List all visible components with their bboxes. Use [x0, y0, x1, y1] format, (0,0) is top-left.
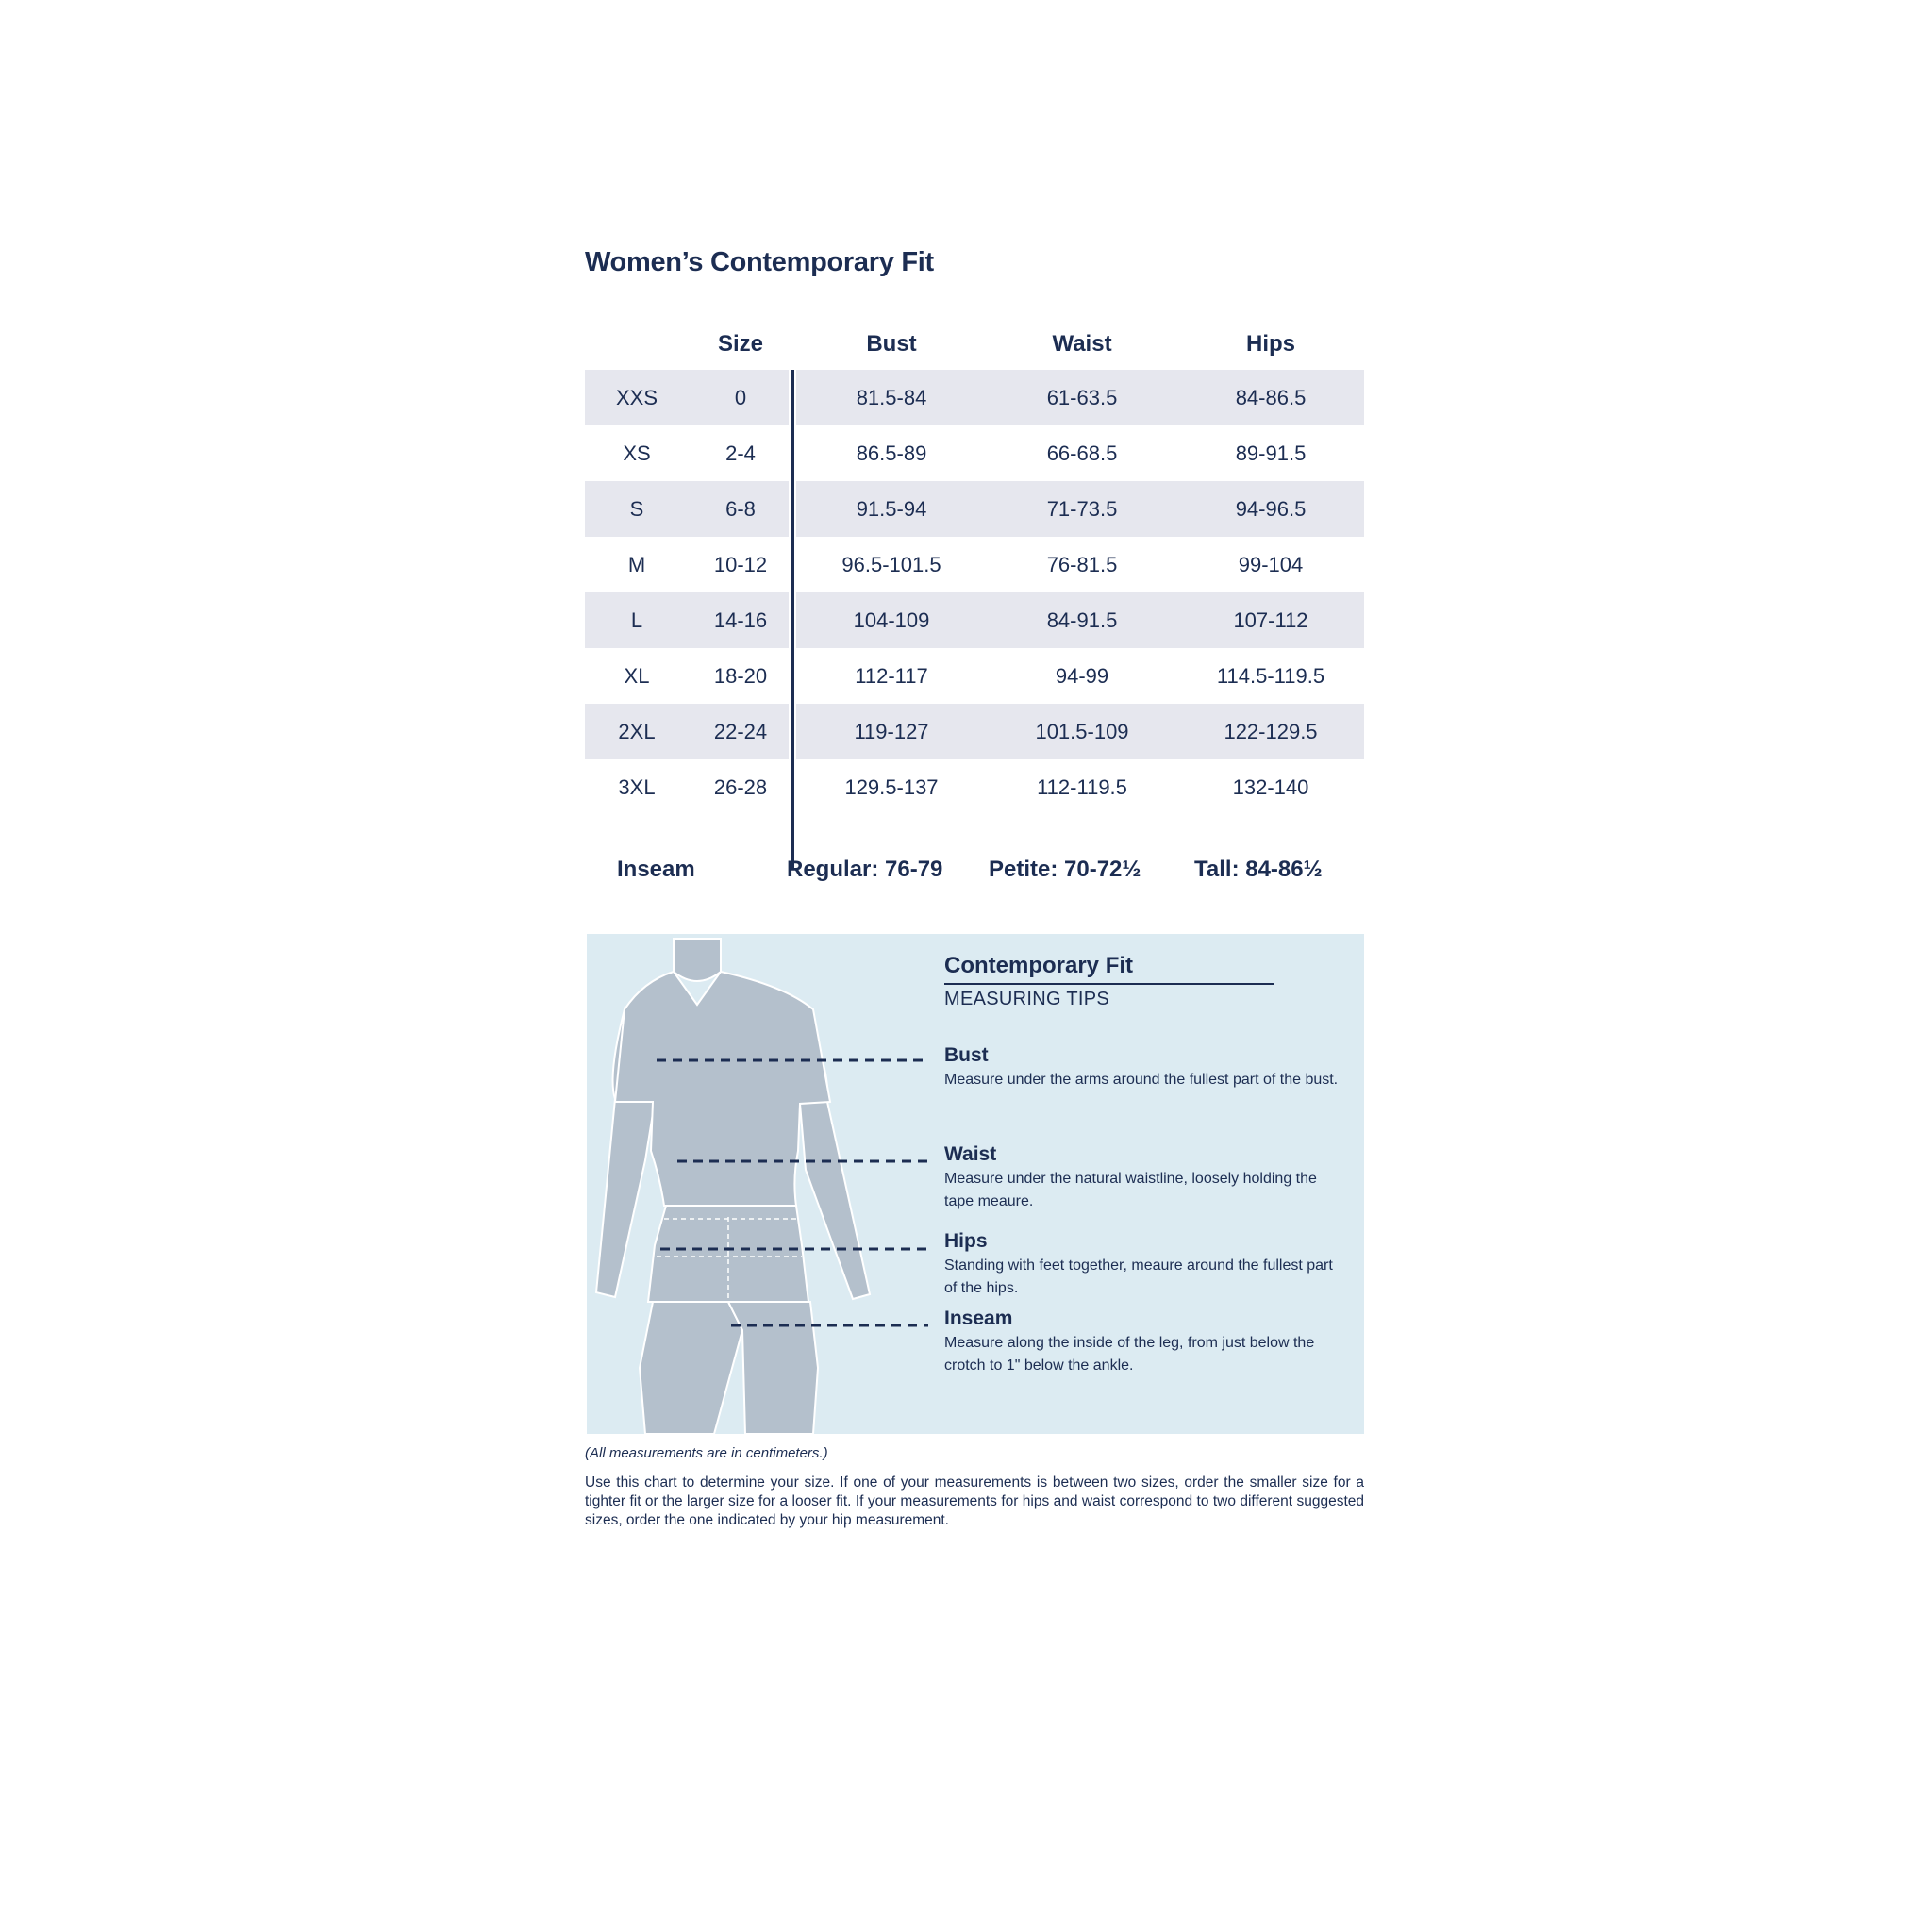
row-label: XXS	[615, 386, 658, 409]
tip-text: Measure under the arms around the fullest part of the bust.	[944, 1072, 1339, 1088]
tip-text: Measure under the natural waistline, loosely holding the tape meaure.	[944, 1171, 1317, 1209]
row-label: L	[630, 608, 643, 632]
cell-size: 2-4	[725, 441, 756, 465]
cell-hips: 114.5-119.5	[1216, 664, 1325, 688]
table-row	[585, 481, 1364, 537]
cell-waist: 71-73.5	[1046, 497, 1118, 521]
cell-hips: 132-140	[1232, 775, 1309, 799]
cell-waist: 61-63.5	[1046, 386, 1118, 409]
tip-bust	[944, 1044, 1341, 1091]
cell-waist: 84-91.5	[1046, 608, 1118, 632]
units-note: (All measurements are in centimeters.)	[585, 1445, 828, 1461]
cell-hips: 89-91.5	[1235, 441, 1307, 465]
header-size: Size	[717, 331, 764, 357]
table-row	[585, 759, 1364, 815]
tip-heading: Hips	[944, 1230, 988, 1252]
inseam-label: Inseam	[617, 857, 695, 882]
tip-heading: Bust	[944, 1044, 989, 1066]
inseam-row	[585, 851, 1364, 889]
header-bust: Bust	[866, 331, 917, 357]
size-table	[585, 318, 1364, 815]
header-waist: Waist	[1052, 331, 1112, 357]
cell-size: 18-20	[713, 664, 768, 688]
cell-hips: 94-96.5	[1235, 497, 1307, 521]
tip-hips	[944, 1230, 1341, 1300]
cell-size: 14-16	[713, 608, 768, 632]
tip-waist	[944, 1143, 1341, 1213]
panel-title-rule	[944, 983, 1274, 985]
cell-waist: 66-68.5	[1046, 441, 1118, 465]
inseam-petite: Petite: 70-72½	[989, 857, 1141, 882]
table-header	[585, 318, 1364, 370]
table-body	[585, 370, 1364, 815]
row-label: XL	[624, 664, 650, 688]
row-label: S	[629, 497, 644, 521]
header-hips: Hips	[1245, 331, 1295, 357]
table-row	[585, 592, 1364, 648]
tip-text: Standing with feet together, meaure around the fullest part of the hips.	[944, 1257, 1333, 1296]
table-row	[585, 537, 1364, 592]
table-row	[585, 648, 1364, 704]
cell-size: 0	[734, 386, 747, 409]
cell-size: 10-12	[713, 553, 768, 576]
cell-size: 26-28	[713, 775, 768, 799]
cell-bust: 104-109	[853, 608, 930, 632]
table-row	[585, 370, 1364, 425]
row-label: 2XL	[618, 720, 656, 743]
cell-hips: 84-86.5	[1235, 386, 1307, 409]
cell-waist: 94-99	[1055, 664, 1109, 688]
sizing-instructions: Use this chart to determine your size. If one of your measurements is between two sizes, order the smaller size for a tighter fit or the larger size for a looser fit. If your measurements for hips and waist correspond to two different suggested sizes, order the one indicated by your hip measurement.	[585, 1474, 1364, 1528]
row-label: 3XL	[618, 775, 656, 799]
page-title: Women’s Contemporary Fit	[585, 247, 934, 277]
row-label: M	[627, 553, 646, 576]
tip-heading: Inseam	[944, 1307, 1013, 1329]
panel-title: Contemporary Fit	[944, 953, 1134, 978]
inseam-regular: Regular: 76-79	[787, 857, 943, 882]
cell-bust: 112-117	[855, 664, 928, 688]
cell-bust: 81.5-84	[856, 386, 927, 409]
row-label: XS	[623, 441, 651, 465]
table-row	[585, 704, 1364, 759]
cell-bust: 129.5-137	[844, 775, 939, 799]
cell-hips: 107-112	[1233, 608, 1308, 632]
cell-waist: 101.5-109	[1035, 720, 1129, 743]
cell-waist: 112-119.5	[1037, 775, 1127, 799]
measuring-tips-panel	[587, 934, 1364, 1434]
cell-hips: 99-104	[1238, 553, 1304, 576]
cell-bust: 119-127	[854, 720, 929, 743]
tip-inseam	[944, 1307, 1341, 1377]
inseam-tall: Tall: 84-86½	[1194, 857, 1323, 882]
cell-size: 22-24	[713, 720, 768, 743]
cell-size: 6-8	[725, 497, 756, 521]
cell-bust: 91.5-94	[856, 497, 927, 521]
cell-hips: 122-129.5	[1224, 720, 1318, 743]
cell-bust: 96.5-101.5	[841, 553, 941, 576]
table-row	[585, 425, 1364, 481]
cell-waist: 76-81.5	[1046, 553, 1118, 576]
panel-subtitle: MEASURING TIPS	[944, 989, 1109, 1009]
tip-heading: Waist	[944, 1143, 997, 1165]
tip-text: Measure along the inside of the leg, from just below the crotch to 1" below the ankle.	[944, 1335, 1315, 1374]
cell-bust: 86.5-89	[856, 441, 927, 465]
